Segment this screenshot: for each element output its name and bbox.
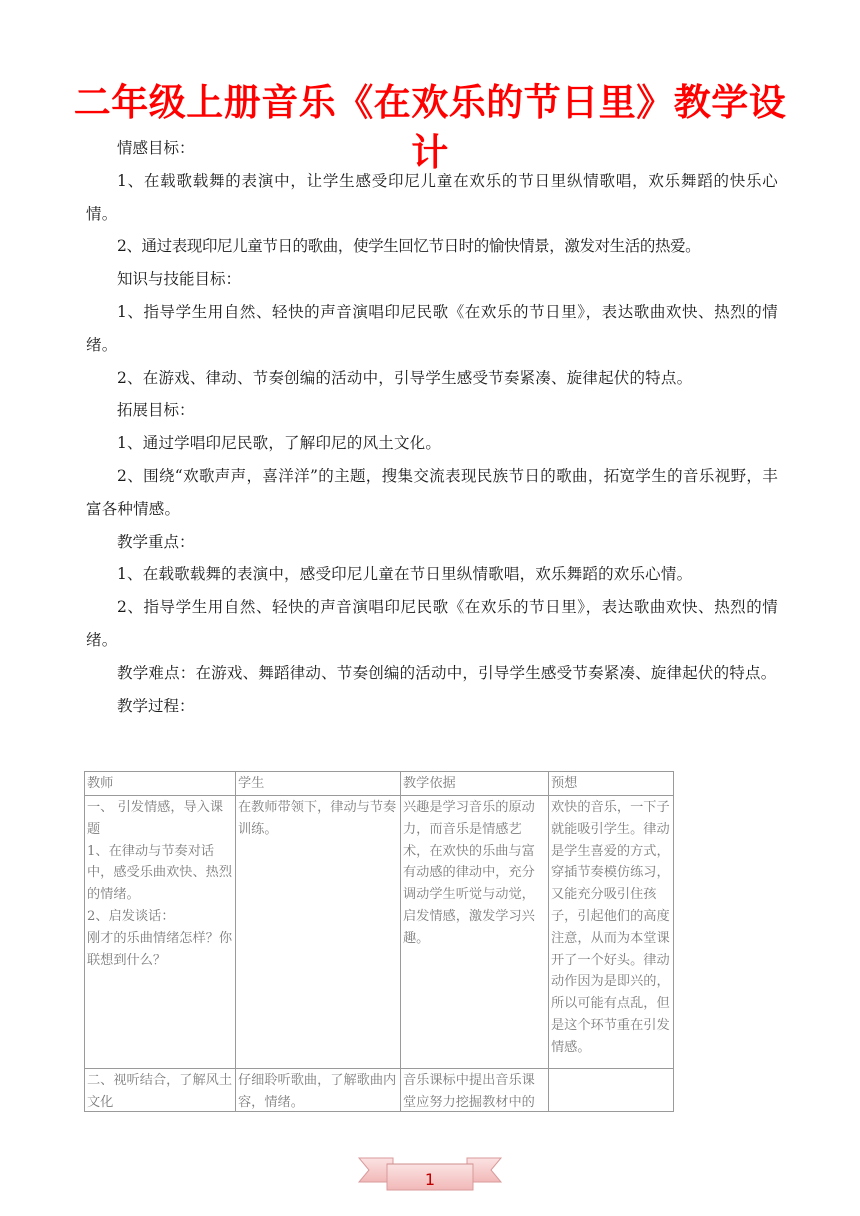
cell-text: 欢快的音乐，一下子就能吸引学生。律动是学生喜爱的方式，穿插节奏模仿练习，又能充分吸引住孩子，引起他们的高度注意，从而为本堂课开了一个好头。律动动作因为是即兴的，所以可能有点乱，但是这个环节重在引发情感。 xyxy=(551,800,670,1055)
paragraph-knowledge-1: 1、指导学生用自然、轻快的声音演唱印尼民歌《在欢乐的节日里》，表达歌曲欢快、热烈的情绪。 xyxy=(86,302,778,354)
table-header-row xyxy=(85,772,674,796)
section-heading-knowledge: 知识与技能目标： xyxy=(117,270,242,289)
paragraph-key-points-2: 2、指导学生用自然、轻快的声音演唱印尼民歌《在欢乐的节日里》，表达歌曲欢快、热烈的情绪。 xyxy=(86,598,778,649)
table-cell-student xyxy=(236,796,401,1069)
table-cell-teacher xyxy=(85,796,236,1069)
section-heading-extension: 拓展目标： xyxy=(117,401,195,420)
table-cell-basis xyxy=(401,1069,549,1112)
section-heading-process: 教学过程： xyxy=(117,696,195,715)
table-cell-basis xyxy=(401,796,549,1069)
table-cell-student xyxy=(236,1069,401,1112)
cell-text: 一、 引发情感，导入课题 1、在律动与节奏对话中，感受乐曲欢快、热烈的情绪。 2、启发谈话： 刚才的乐曲情绪怎样？你联想到什么？ xyxy=(87,800,233,968)
section-heading-key-points: 教学重点： xyxy=(117,532,195,551)
table-header-student: 学生 xyxy=(236,772,401,796)
table-row xyxy=(85,796,674,1069)
paragraph-difficulties: 教学难点：在游戏、舞蹈律动、节奏创编的活动中，引导学生感受节奏紧凑、旋律起伏的特点。 xyxy=(117,663,777,682)
section-heading-emotion: 情感目标： xyxy=(117,139,195,157)
page-number: 1 xyxy=(424,1170,436,1189)
table-cell-teacher xyxy=(85,1069,236,1112)
table-row xyxy=(85,1069,674,1112)
teaching-process-table-wrap xyxy=(84,771,674,1112)
table-header-teacher: 教师 xyxy=(85,772,236,796)
cell-text: 音乐课标中提出音乐课堂应努力挖掘教材中的 xyxy=(403,1073,535,1110)
paragraph-emotion-2: 2、通过表现印尼儿童节日的歌曲，使学生回忆节日时的愉快情景，激发对生活的热爱。 xyxy=(117,237,701,256)
cell-text xyxy=(551,1070,671,1111)
cell-text: 二、视听结合，了解风土文化 xyxy=(87,1073,233,1110)
cell-text: 仔细聆听歌曲，了解歌曲内容，情绪。 xyxy=(238,1073,397,1110)
paragraph-key-points-1: 1、在载歌载舞的表演中，感受印尼儿童在节日里纵情歌唱，欢乐舞蹈的欢乐心情。 xyxy=(117,565,693,584)
paragraph-extension-2: 2、围绕“欢歌声声，喜洋洋”的主题，搜集交流表现民族节日的歌曲，拓宽学生的音乐视野，丰富各种情感。 xyxy=(86,466,778,518)
page-number-ribbon xyxy=(357,1150,503,1196)
cell-text: 在教师带领下，律动与节奏训练。 xyxy=(238,800,397,837)
table-header-basis: 教学依据 xyxy=(401,772,549,796)
document-title: 二年级上册音乐《在欢乐的节日里》教学设计 xyxy=(73,81,787,174)
teaching-process-table xyxy=(84,771,674,1112)
paragraph-knowledge-2: 2、在游戏、律动、节奏创编的活动中，引导学生感受节奏紧凑、旋律起伏的特点。 xyxy=(117,368,693,387)
cell-text: 兴趣是学习音乐的原动力，而音乐是情感艺术，在欢快的乐曲与富有动感的律动中，充分调动学生听觉与动觉，启发情感，激发学习兴趣。 xyxy=(403,800,535,946)
document-body xyxy=(86,132,778,722)
table-cell-expectation xyxy=(549,1069,674,1112)
paragraph-emotion-1: 1、在载歌载舞的表演中，让学生感受印尼儿童在欢乐的节日里纵情歌唱，欢乐舞蹈的快乐心情。 xyxy=(86,171,778,223)
table-cell-expectation xyxy=(549,796,674,1069)
paragraph-extension-1: 1、通过学唱印尼民歌，了解印尼的风土文化。 xyxy=(117,434,442,453)
table-header-expectation: 预想 xyxy=(549,772,674,796)
